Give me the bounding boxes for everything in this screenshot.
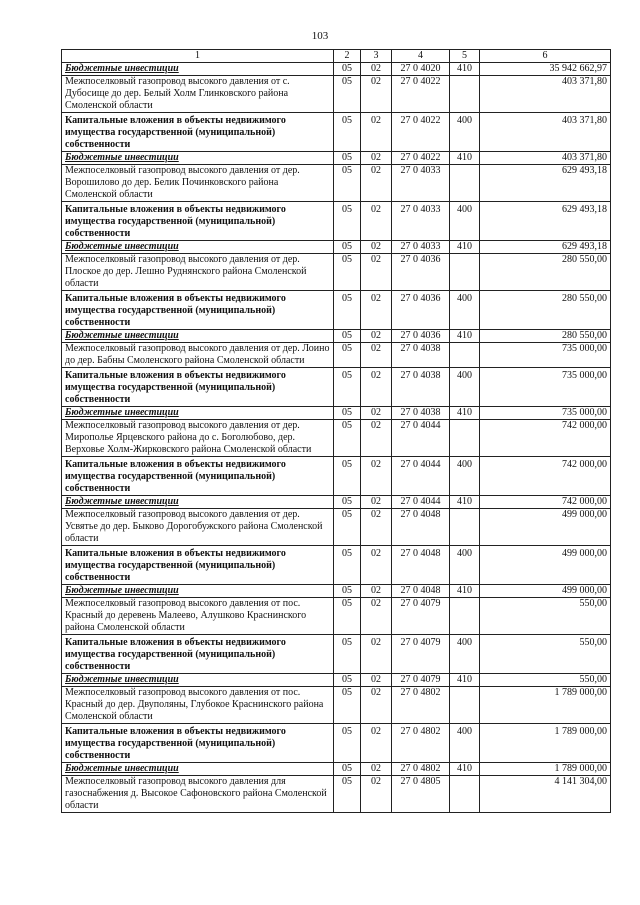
target-article-cell: 27 0 4044 bbox=[392, 496, 450, 509]
section-code-cell: 05 bbox=[334, 776, 361, 813]
table-row bbox=[62, 674, 611, 687]
expense-type-cell: 400 bbox=[450, 202, 480, 241]
amount-cell: 35 942 662,97 bbox=[480, 63, 611, 76]
section-code-cell: 05 bbox=[334, 368, 361, 407]
section-code-cell: 05 bbox=[334, 457, 361, 496]
amount-cell: 735 000,00 bbox=[480, 407, 611, 420]
subsection-code-cell: 02 bbox=[361, 724, 392, 763]
row-name-cell: Капитальные вложения в объекты недвижимого имущества государственной (муниципальной) собственности bbox=[62, 368, 334, 407]
amount-cell: 742 000,00 bbox=[480, 457, 611, 496]
amount-cell: 735 000,00 bbox=[480, 343, 611, 368]
expense-type-cell: 410 bbox=[450, 330, 480, 343]
expense-type-cell: 410 bbox=[450, 763, 480, 776]
target-article-cell: 27 0 4022 bbox=[392, 152, 450, 165]
expense-type-cell: 410 bbox=[450, 63, 480, 76]
target-article-cell: 27 0 4020 bbox=[392, 63, 450, 76]
table-row bbox=[62, 330, 611, 343]
header-cell: 6 bbox=[480, 50, 611, 63]
table-row bbox=[62, 254, 611, 291]
table-row bbox=[62, 76, 611, 113]
target-article-cell: 27 0 4048 bbox=[392, 509, 450, 546]
section-code-cell: 05 bbox=[334, 241, 361, 254]
table-row bbox=[62, 496, 611, 509]
target-article-cell: 27 0 4022 bbox=[392, 76, 450, 113]
section-code-cell: 05 bbox=[334, 724, 361, 763]
expense-type-cell: 410 bbox=[450, 407, 480, 420]
row-name-cell: Капитальные вложения в объекты недвижимого имущества государственной (муниципальной) собственности bbox=[62, 291, 334, 330]
header-cell: 1 bbox=[62, 50, 334, 63]
expense-type-cell bbox=[450, 343, 480, 368]
row-name-cell: Бюджетные инвестиции bbox=[62, 763, 334, 776]
amount-cell: 4 141 304,00 bbox=[480, 776, 611, 813]
expense-type-cell bbox=[450, 254, 480, 291]
amount-cell: 403 371,80 bbox=[480, 113, 611, 152]
amount-cell: 742 000,00 bbox=[480, 420, 611, 457]
row-name-cell: Бюджетные инвестиции bbox=[62, 152, 334, 165]
amount-cell: 403 371,80 bbox=[480, 76, 611, 113]
table-row bbox=[62, 457, 611, 496]
target-article-cell: 27 0 4044 bbox=[392, 457, 450, 496]
target-article-cell: 27 0 4079 bbox=[392, 598, 450, 635]
target-article-cell: 27 0 4038 bbox=[392, 343, 450, 368]
subsection-code-cell: 02 bbox=[361, 546, 392, 585]
expense-type-cell: 400 bbox=[450, 635, 480, 674]
table-row bbox=[62, 113, 611, 152]
amount-cell: 629 493,18 bbox=[480, 241, 611, 254]
subsection-code-cell: 02 bbox=[361, 343, 392, 368]
header-cell: 4 bbox=[392, 50, 450, 63]
row-name-cell: Межпоселковый газопровод высокого давления от дер. Лоино до дер. Бабны Смоленского района Смоленской области bbox=[62, 343, 334, 368]
table-row bbox=[62, 343, 611, 368]
amount-cell: 1 789 000,00 bbox=[480, 687, 611, 724]
section-code-cell: 05 bbox=[334, 63, 361, 76]
subsection-code-cell: 02 bbox=[361, 202, 392, 241]
row-name-cell: Бюджетные инвестиции bbox=[62, 585, 334, 598]
section-code-cell: 05 bbox=[334, 496, 361, 509]
subsection-code-cell: 02 bbox=[361, 407, 392, 420]
amount-cell: 499 000,00 bbox=[480, 585, 611, 598]
target-article-cell: 27 0 4048 bbox=[392, 546, 450, 585]
target-article-cell: 27 0 4038 bbox=[392, 407, 450, 420]
expense-type-cell bbox=[450, 165, 480, 202]
section-code-cell: 05 bbox=[334, 546, 361, 585]
expense-type-cell bbox=[450, 76, 480, 113]
table-row bbox=[62, 202, 611, 241]
expense-type-cell bbox=[450, 687, 480, 724]
subsection-code-cell: 02 bbox=[361, 254, 392, 291]
target-article-cell: 27 0 4036 bbox=[392, 254, 450, 291]
row-name-cell: Межпоселковый газопровод высокого давления для газоснабжения д. Высокое Сафоновского района Смоленской области bbox=[62, 776, 334, 813]
subsection-code-cell: 02 bbox=[361, 241, 392, 254]
table-row bbox=[62, 687, 611, 724]
subsection-code-cell: 02 bbox=[361, 457, 392, 496]
row-name-cell: Межпоселковый газопровод высокого давления от пос. Красный до дер. Двуполяны, Глубокое Краснинского района Смоленской области bbox=[62, 687, 334, 724]
table-row bbox=[62, 546, 611, 585]
expense-type-cell: 410 bbox=[450, 585, 480, 598]
expense-type-cell bbox=[450, 509, 480, 546]
header-row bbox=[62, 50, 611, 63]
section-code-cell: 05 bbox=[334, 407, 361, 420]
row-name-cell: Бюджетные инвестиции bbox=[62, 407, 334, 420]
target-article-cell: 27 0 4802 bbox=[392, 687, 450, 724]
subsection-code-cell: 02 bbox=[361, 635, 392, 674]
subsection-code-cell: 02 bbox=[361, 291, 392, 330]
target-article-cell: 27 0 4036 bbox=[392, 330, 450, 343]
header-cell: 2 bbox=[334, 50, 361, 63]
target-article-cell: 27 0 4022 bbox=[392, 113, 450, 152]
section-code-cell: 05 bbox=[334, 585, 361, 598]
section-code-cell: 05 bbox=[334, 202, 361, 241]
subsection-code-cell: 02 bbox=[361, 763, 392, 776]
table-row bbox=[62, 420, 611, 457]
amount-cell: 735 000,00 bbox=[480, 368, 611, 407]
row-name-cell: Бюджетные инвестиции bbox=[62, 241, 334, 254]
row-name-cell: Капитальные вложения в объекты недвижимого имущества государственной (муниципальной) собственности bbox=[62, 724, 334, 763]
section-code-cell: 05 bbox=[334, 509, 361, 546]
subsection-code-cell: 02 bbox=[361, 368, 392, 407]
section-code-cell: 05 bbox=[334, 165, 361, 202]
table-row bbox=[62, 291, 611, 330]
subsection-code-cell: 02 bbox=[361, 76, 392, 113]
amount-cell: 550,00 bbox=[480, 674, 611, 687]
target-article-cell: 27 0 4079 bbox=[392, 674, 450, 687]
amount-cell: 499 000,00 bbox=[480, 546, 611, 585]
table-row bbox=[62, 585, 611, 598]
subsection-code-cell: 02 bbox=[361, 420, 392, 457]
section-code-cell: 05 bbox=[334, 254, 361, 291]
subsection-code-cell: 02 bbox=[361, 598, 392, 635]
expense-type-cell bbox=[450, 776, 480, 813]
section-code-cell: 05 bbox=[334, 76, 361, 113]
expense-type-cell: 400 bbox=[450, 113, 480, 152]
section-code-cell: 05 bbox=[334, 687, 361, 724]
subsection-code-cell: 02 bbox=[361, 509, 392, 546]
section-code-cell: 05 bbox=[334, 674, 361, 687]
subsection-code-cell: 02 bbox=[361, 496, 392, 509]
expense-type-cell: 400 bbox=[450, 457, 480, 496]
expense-type-cell: 410 bbox=[450, 674, 480, 687]
expense-type-cell: 400 bbox=[450, 291, 480, 330]
table-row bbox=[62, 63, 611, 76]
row-name-cell: Бюджетные инвестиции bbox=[62, 496, 334, 509]
expense-type-cell: 410 bbox=[450, 496, 480, 509]
target-article-cell: 27 0 4048 bbox=[392, 585, 450, 598]
row-name-cell: Межпоселковый газопровод высокого давления от дер. Плоское до дер. Лешно Руднянского района Смоленской области bbox=[62, 254, 334, 291]
target-article-cell: 27 0 4079 bbox=[392, 635, 450, 674]
row-name-cell: Капитальные вложения в объекты недвижимого имущества государственной (муниципальной) собственности bbox=[62, 635, 334, 674]
subsection-code-cell: 02 bbox=[361, 585, 392, 598]
subsection-code-cell: 02 bbox=[361, 165, 392, 202]
section-code-cell: 05 bbox=[334, 330, 361, 343]
row-name-cell: Капитальные вложения в объекты недвижимого имущества государственной (муниципальной) собственности bbox=[62, 113, 334, 152]
expense-type-cell bbox=[450, 420, 480, 457]
table-row bbox=[62, 776, 611, 813]
section-code-cell: 05 bbox=[334, 152, 361, 165]
amount-cell: 499 000,00 bbox=[480, 509, 611, 546]
subsection-code-cell: 02 bbox=[361, 63, 392, 76]
subsection-code-cell: 02 bbox=[361, 776, 392, 813]
header-cell: 5 bbox=[450, 50, 480, 63]
expense-type-cell: 410 bbox=[450, 241, 480, 254]
budget-table bbox=[61, 49, 611, 813]
target-article-cell: 27 0 4802 bbox=[392, 763, 450, 776]
target-article-cell: 27 0 4805 bbox=[392, 776, 450, 813]
table-row bbox=[62, 763, 611, 776]
section-code-cell: 05 bbox=[334, 343, 361, 368]
expense-type-cell: 400 bbox=[450, 546, 480, 585]
section-code-cell: 05 bbox=[334, 598, 361, 635]
row-name-cell: Бюджетные инвестиции bbox=[62, 63, 334, 76]
table-row bbox=[62, 165, 611, 202]
section-code-cell: 05 bbox=[334, 291, 361, 330]
table-body bbox=[62, 63, 611, 813]
amount-cell: 1 789 000,00 bbox=[480, 724, 611, 763]
amount-cell: 1 789 000,00 bbox=[480, 763, 611, 776]
row-name-cell: Капитальные вложения в объекты недвижимого имущества государственной (муниципальной) собственности bbox=[62, 457, 334, 496]
amount-cell: 550,00 bbox=[480, 635, 611, 674]
subsection-code-cell: 02 bbox=[361, 687, 392, 724]
table-row bbox=[62, 241, 611, 254]
table-row bbox=[62, 407, 611, 420]
row-name-cell: Капитальные вложения в объекты недвижимого имущества государственной (муниципальной) собственности bbox=[62, 202, 334, 241]
target-article-cell: 27 0 4044 bbox=[392, 420, 450, 457]
target-article-cell: 27 0 4033 bbox=[392, 241, 450, 254]
amount-cell: 629 493,18 bbox=[480, 165, 611, 202]
table-row bbox=[62, 509, 611, 546]
section-code-cell: 05 bbox=[334, 635, 361, 674]
subsection-code-cell: 02 bbox=[361, 330, 392, 343]
header-cell: 3 bbox=[361, 50, 392, 63]
subsection-code-cell: 02 bbox=[361, 674, 392, 687]
amount-cell: 742 000,00 bbox=[480, 496, 611, 509]
row-name-cell: Межпоселковый газопровод высокого давления от с. Дубосище до дер. Белый Холм Глинковского района Смоленской области bbox=[62, 76, 334, 113]
target-article-cell: 27 0 4036 bbox=[392, 291, 450, 330]
amount-cell: 629 493,18 bbox=[480, 202, 611, 241]
section-code-cell: 05 bbox=[334, 420, 361, 457]
row-name-cell: Бюджетные инвестиции bbox=[62, 674, 334, 687]
row-name-cell: Межпоселковый газопровод высокого давления от дер. Мирополье Ярцевского района до с. Боголюбово, дер. Верховье Холм-Жирковского района Смоленской области bbox=[62, 420, 334, 457]
expense-type-cell: 410 bbox=[450, 152, 480, 165]
row-name-cell: Межпоселковый газопровод высокого давления от пос. Красный до деревень Малеево, Алушково Краснинского района Смоленской области bbox=[62, 598, 334, 635]
section-code-cell: 05 bbox=[334, 113, 361, 152]
expense-type-cell: 400 bbox=[450, 368, 480, 407]
row-name-cell: Межпоселковый газопровод высокого давления от дер. Ворошилово до дер. Белик Починковского района Смоленской области bbox=[62, 165, 334, 202]
target-article-cell: 27 0 4802 bbox=[392, 724, 450, 763]
page-number: 103 bbox=[311, 30, 329, 42]
expense-type-cell: 400 bbox=[450, 724, 480, 763]
section-code-cell: 05 bbox=[334, 763, 361, 776]
subsection-code-cell: 02 bbox=[361, 113, 392, 152]
amount-cell: 280 550,00 bbox=[480, 254, 611, 291]
row-name-cell: Бюджетные инвестиции bbox=[62, 330, 334, 343]
table-row bbox=[62, 724, 611, 763]
row-name-cell: Межпоселковый газопровод высокого давления от дер. Усвятье до дер. Быково Дорогобужского района Смоленской области bbox=[62, 509, 334, 546]
target-article-cell: 27 0 4033 bbox=[392, 202, 450, 241]
amount-cell: 550,00 bbox=[480, 598, 611, 635]
amount-cell: 280 550,00 bbox=[480, 291, 611, 330]
table-row bbox=[62, 635, 611, 674]
table-row bbox=[62, 598, 611, 635]
expense-type-cell bbox=[450, 598, 480, 635]
subsection-code-cell: 02 bbox=[361, 152, 392, 165]
target-article-cell: 27 0 4033 bbox=[392, 165, 450, 202]
table-row bbox=[62, 368, 611, 407]
amount-cell: 280 550,00 bbox=[480, 330, 611, 343]
amount-cell: 403 371,80 bbox=[480, 152, 611, 165]
row-name-cell: Капитальные вложения в объекты недвижимого имущества государственной (муниципальной) собственности bbox=[62, 546, 334, 585]
table-row bbox=[62, 152, 611, 165]
target-article-cell: 27 0 4038 bbox=[392, 368, 450, 407]
